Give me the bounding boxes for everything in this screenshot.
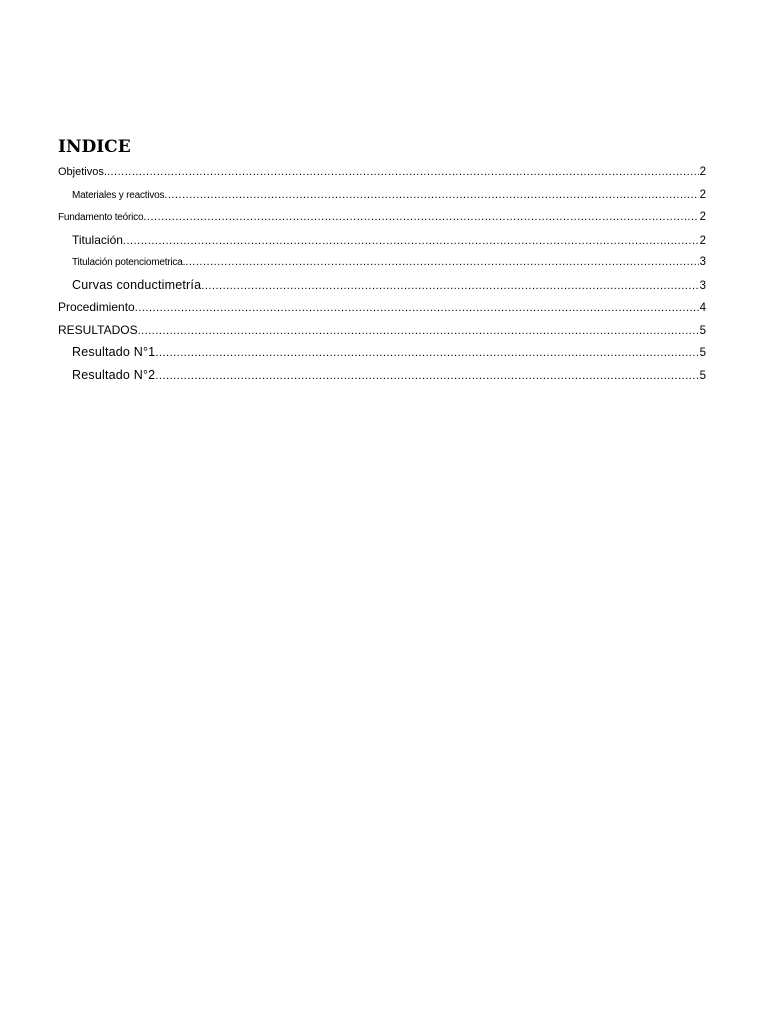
toc-page-number: 5 [699, 347, 706, 359]
table-of-contents [58, 161, 706, 386]
toc-entry-procedimiento[interactable] [58, 296, 706, 319]
toc-entry-label: Objetivos. [58, 166, 107, 178]
toc-entry-resultados[interactable] [58, 319, 706, 342]
toc-entry-curvas-conductimetria[interactable] [58, 274, 706, 297]
toc-page-number: 2 [699, 166, 706, 178]
toc-dot-leader [138, 320, 699, 343]
toc-entry-resultado-1[interactable] [58, 341, 706, 364]
toc-entry-label: Resultado N°1 [72, 345, 156, 359]
toc-page-number: 2 [699, 188, 706, 201]
toc-entry-label: Titulación [72, 232, 123, 247]
toc-dot-leader [135, 297, 699, 320]
toc-dot-leader [164, 184, 698, 207]
toc-page-number: 5 [699, 369, 706, 382]
toc-dot-leader [155, 365, 698, 388]
toc-dot-leader [123, 230, 699, 253]
toc-dot-leader [107, 161, 699, 184]
toc-entry-label: Titulación potenciometrica. [72, 257, 186, 268]
toc-entry-titulacion-potenciometrica[interactable] [58, 251, 706, 274]
toc-dot-leader [201, 275, 698, 298]
toc-dot-leader [155, 342, 698, 365]
toc-entry-materiales[interactable] [58, 184, 706, 207]
toc-entry-label: RESULTADOS [58, 322, 138, 337]
toc-page-number: 5 [699, 324, 706, 337]
toc-entry-label: Materiales y reactivos [72, 189, 165, 201]
toc-entry-titulacion[interactable] [58, 229, 706, 252]
toc-page-number: 3 [699, 256, 706, 268]
toc-entry-fundamento[interactable] [58, 206, 706, 229]
toc-dot-leader [185, 251, 698, 274]
toc-entry-label: Procedimiento [58, 300, 135, 314]
toc-entry-resultado-2[interactable] [58, 364, 706, 387]
toc-dot-leader [143, 206, 698, 229]
document-page [58, 136, 706, 386]
toc-entry-label: Curvas conductimetría [72, 277, 202, 292]
toc-entry-objetivos[interactable] [58, 161, 706, 184]
toc-page-number: 2 [699, 211, 706, 223]
toc-page-number: 3 [699, 279, 706, 292]
toc-page-number: 4 [699, 302, 706, 314]
toc-entry-label: Fundamento teórico [58, 212, 144, 223]
toc-page-number: 2 [699, 234, 706, 247]
toc-title: INDICE [58, 137, 131, 157]
toc-entry-label: Resultado N°2 [72, 367, 156, 382]
